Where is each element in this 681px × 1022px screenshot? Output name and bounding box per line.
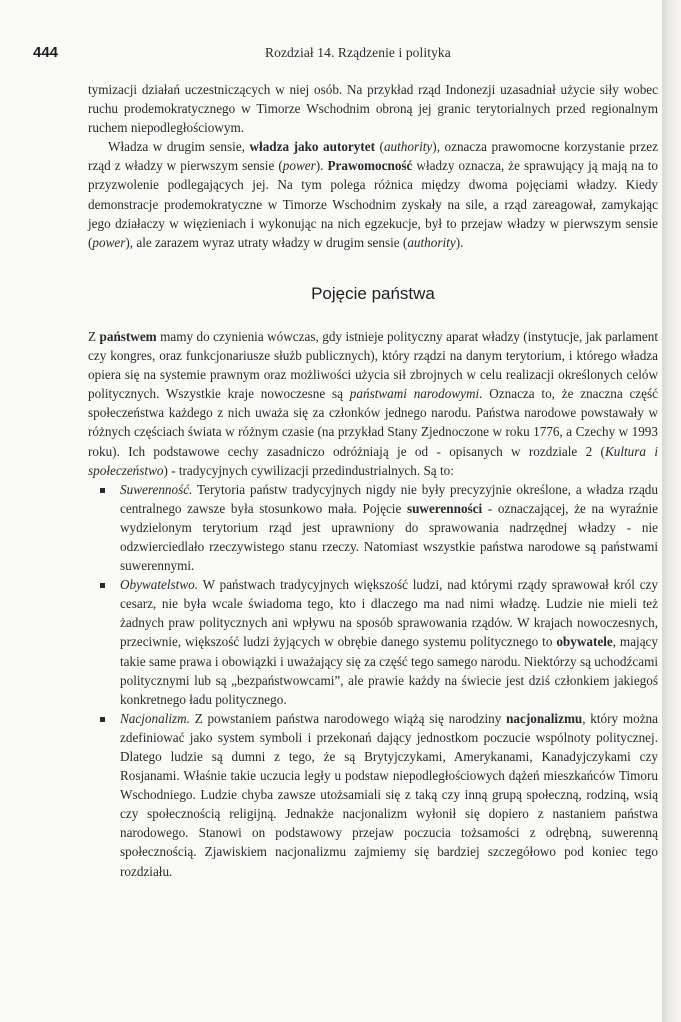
italic-term: authority — [383, 139, 433, 155]
italic-term: Nacjonalizm. — [120, 710, 190, 726]
text-run: ), oznacza prawomocne korzystanie przez rząd z władzy w pierwszym sensie ( — [88, 139, 658, 174]
text-run: , który można zdefiniować jako system symboli i przekonań dający jednostkom poczucie wspólnoty politycznej. Dlatego ludzie są dumni z tego, że są Brytyjczykami, Amerykanami, Kanadyjczykami czy Rosjanami. Właśnie takie uczucia legły u podstaw niepodległościowych dążeń mieszkańców Timoru Wschodniego. Ludzie chyba zawsze utożsamiali się z taką czy inną grupą społeczną, rodziną, wsią czy społecznością religijną. Jednakże nacjonalizm wyłonił się dopiero z nastaniem państwa narodowego. Stanowi on podstawowy przejaw poczucia tożsamości z odrębną, suwerenną społecznością. Zjawiskiem nacjonalizmu zajmiemy się bardziej szczegółowo pod koniec tego rozdziału. — [120, 710, 658, 879]
list-item — [88, 575, 658, 709]
italic-term: państwami narodowymi — [349, 386, 480, 402]
page-number: 444 — [33, 44, 59, 61]
text-run: . Oznacza to, że znaczna część społeczeństwa każdego z nich uważa się za członków jednego narodu. Państwa narodowe powstawały w różnych częściach świata w różnym czasie (na przykład Stany Zjednoczone w roku 1776, a Czechy w 1993 roku). Ich podstawowe cechy zasadniczo odróżniają je od - opisanych w rozdziale 2 ( — [88, 386, 658, 459]
text-run: - oznaczającej, że na wyraźnie wydzielonym terytorium rząd jest uprawniony do sprawowania nadrzędnej władzy - nie odzwierciedlało rzeczywistego stanu rzeczy. Natomiast wszystkie państwa narodowe są państwami suwerennymi. — [120, 500, 658, 574]
list-item-text — [120, 482, 658, 573]
text-run: ) - tradycyjnych cywilizacji przedindustrialnych. Są to: — [163, 462, 454, 478]
section-title: Pojęcie państwa — [311, 283, 435, 303]
bold-term: Prawomocność — [327, 158, 413, 174]
list-item — [88, 709, 658, 881]
list-item-text — [120, 577, 658, 707]
text-run: ), ale zarazem wyraz utraty władzy w drugim sensie ( — [125, 234, 408, 250]
list-item — [88, 480, 658, 575]
bold-term: obywatele — [556, 634, 613, 650]
paragraph — [88, 137, 658, 252]
running-head: Rozdział 14. Rządzenie i polityka — [265, 45, 451, 60]
text-run: W państwach tradycyjnych większość ludzi, nad którymi rządy sprawował król czy cesarz, nie była wcale świadoma tego, kto i dlaczego ma nad nimi władzę. Ludzie nie mieli też żadnych praw politycznych ani wpływu na sposób sprawowania rządów. W krajach nowoczesnych, przeciwnie, większość ludzi żyjących w obrębie danego systemu politycznego to — [120, 577, 658, 650]
square-bullet-icon — [100, 717, 105, 722]
italic-term: authority — [407, 234, 456, 250]
bold-term: państwem — [99, 328, 157, 344]
text-run: władzy oznacza, że sprawujący ją mają na to przyzwolenie podlegających jej. Na tym polega różnica między dwoma pojęciami władzy. Kiedy demonstracje prodemokratyczne w Timorze Wschodnim zyskały na sile, a rząd zareagował, zamykając jego działaczy w więzieniach i wykonując na nich egzekucje, był to przejaw władzy w pierwszym sensie ( — [88, 158, 658, 250]
text-run: Z — [88, 328, 100, 344]
page-body — [88, 80, 658, 881]
paragraph — [88, 80, 658, 137]
square-bullet-icon — [100, 488, 105, 493]
page-edge — [662, 0, 681, 1022]
text-run: ). — [455, 234, 464, 250]
text-run: mamy do czynienia wówczas, gdy istnieje polityczny aparat władzy (instytucje, jak parlament czy kongres, oraz funkcjonariusze służb publicznych), który rządzi na danym terytorium, i którego władza opiera się na systemie prawnym oraz możliwości użycia sił zbrojnych w celu realizacji określonych celów politycznych. Wszystkie kraje nowoczesne są — [88, 328, 658, 402]
italic-term: Suwerenność. — [120, 481, 193, 497]
text-run: tymizacji działań uczestniczących w niej osób. Na przykład rząd Indonezji uzasadniał użycie siły wobec ruchu prodemokratycznego w Timorze Wschodnim obroną jej granic terytorialnych przed regionalnym ruchem niepodległościowym. — [88, 82, 658, 136]
italic-term: power — [92, 234, 126, 250]
paragraph — [88, 327, 658, 480]
italic-term: Kultura i społeczeństwo — [88, 443, 658, 478]
bold-term: władza jako autorytet — [249, 139, 376, 155]
text-run: Terytoria państw tradycyjnych nigdy nie były precyzyjnie określone, a władza rządu centralnego zawsze była stosunkowo mała. Pojęcie — [120, 481, 658, 516]
text-run: ( — [375, 139, 384, 155]
text-run: , mający takie same prawa i obowiązki i uważający się za część tego samego narodu. Niektórzy są uchodźcami politycznymi lub są „bezpaństwowcami”, ale prawie każdy na świecie jest dziś członkiem jakiegoś konkretnego ładu politycznego. — [120, 634, 659, 707]
text-run: Władza w drugim sensie, — [108, 139, 250, 155]
italic-term: Obywatelstwo. — [120, 577, 199, 593]
text-run: Z powstaniem państwa narodowego wiążą się narodziny — [189, 710, 507, 726]
italic-term: power — [282, 158, 316, 174]
text-run: ). — [315, 158, 328, 174]
bold-term: suwerenności — [406, 500, 483, 516]
square-bullet-icon — [100, 583, 105, 588]
bold-term: nacjonalizmu — [506, 710, 583, 726]
list-item-text — [120, 711, 658, 879]
feature-list — [88, 480, 658, 881]
page-header — [33, 44, 653, 64]
